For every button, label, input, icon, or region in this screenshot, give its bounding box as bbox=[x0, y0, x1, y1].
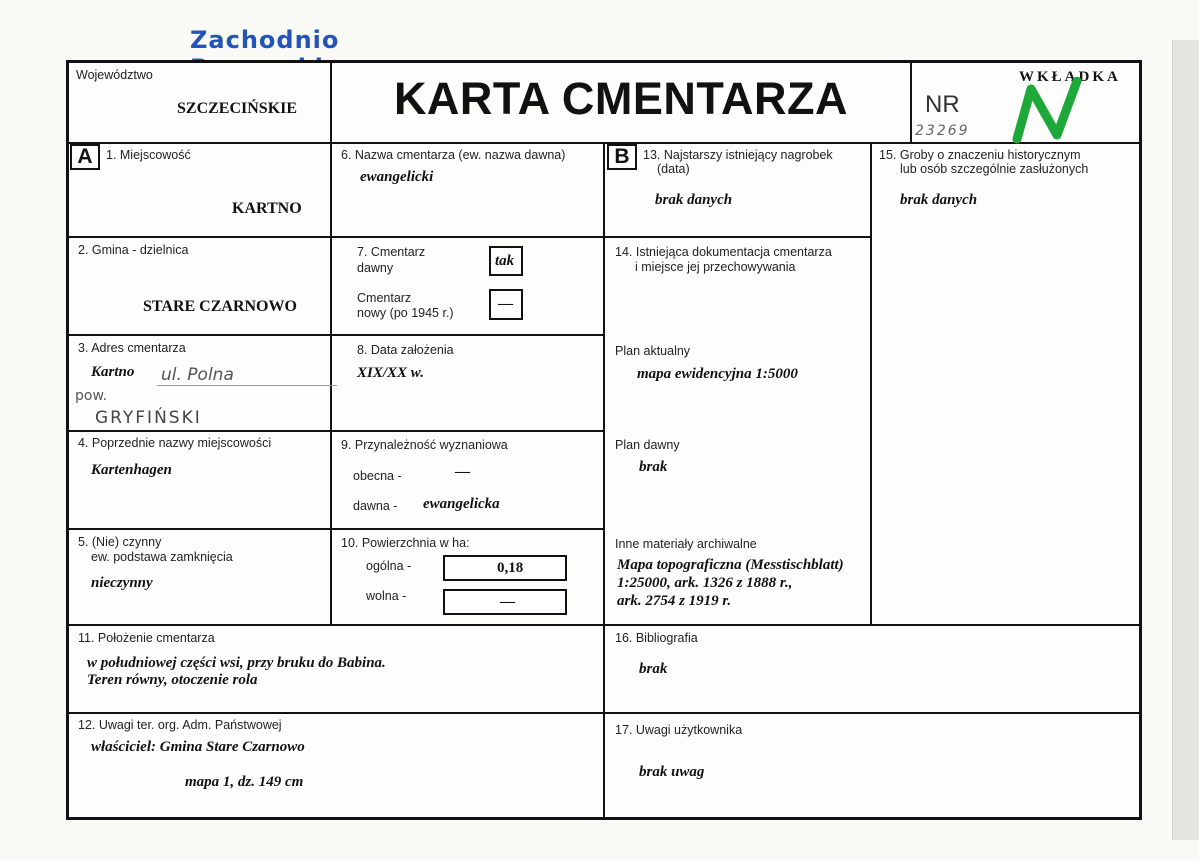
field-3-label: 3. Adres cmentarza bbox=[78, 341, 186, 355]
field-9-former-label: dawna - bbox=[353, 499, 398, 513]
field-3-handwritten-street: ul. Polna bbox=[161, 365, 234, 385]
field-4-label: 4. Poprzednie nazwy miejscowości bbox=[78, 436, 272, 450]
stamp-line-1: Zachodnio bbox=[190, 26, 340, 54]
cemetery-card bbox=[66, 60, 1142, 820]
field-1-label: 1. Miejscowość bbox=[106, 148, 191, 162]
field-13-label-1: 13. Najstarszy istniejący nagrobek bbox=[643, 148, 833, 162]
field-7-label-b1: Cmentarz bbox=[357, 291, 412, 305]
field-12-value-2: mapa 1, dz. 149 cm bbox=[185, 774, 304, 790]
field-2-label: 2. Gmina - dzielnica bbox=[78, 243, 189, 257]
field-14-label-2: i miejsce jej przechowywania bbox=[635, 260, 796, 274]
field-5-value: nieczynny bbox=[91, 575, 153, 591]
field-7-label-a2: dawny bbox=[357, 261, 394, 275]
field-10-free-label: wolna - bbox=[366, 589, 407, 603]
field-5-label-1: 5. (Nie) czynny bbox=[78, 535, 162, 549]
row-sep-5 bbox=[69, 624, 1139, 626]
row-sep-6 bbox=[69, 712, 1139, 714]
field-7-value-new: — bbox=[498, 296, 513, 312]
field-14-old-plan-label: Plan dawny bbox=[615, 438, 680, 452]
card-title: KARTA CMENTARZA bbox=[393, 73, 849, 124]
field-14-other-value-2: 1:25000, ark. 1326 z 1888 r., bbox=[617, 575, 793, 591]
row-sep-b bbox=[603, 236, 872, 238]
field-13-value: brak danych bbox=[655, 192, 733, 208]
field-10-free-box[interactable] bbox=[443, 589, 567, 615]
field-15-value: brak danych bbox=[900, 192, 978, 208]
field-14-other-value-1: Mapa topograficzna (Messtischblatt) bbox=[617, 557, 844, 573]
field-9-current-value: — bbox=[455, 464, 470, 480]
field-7-label-a1: 7. Cmentarz bbox=[357, 245, 426, 259]
field-13-label-2: (data) bbox=[657, 162, 690, 176]
field-7-label-b2: nowy (po 1945 r.) bbox=[357, 306, 454, 320]
field-3-value: Kartno bbox=[91, 364, 135, 380]
field-6-label: 6. Nazwa cmentarza (ew. nazwa dawna) bbox=[341, 148, 566, 162]
field-14-current-plan-value: mapa ewidencyjna 1:5000 bbox=[637, 366, 798, 382]
field-7-value-old: tak bbox=[495, 253, 515, 269]
field-11-value-2: Teren równy, otoczenie rola bbox=[87, 672, 258, 688]
col-sep-2 bbox=[603, 142, 605, 820]
field-10-total-box[interactable] bbox=[443, 555, 567, 581]
field-4-value: Kartenhagen bbox=[91, 462, 172, 478]
green-checkmark bbox=[1009, 77, 1099, 147]
col-sep-1 bbox=[330, 142, 332, 626]
field-6-value: ewangelicki bbox=[360, 169, 434, 185]
header-sep-2 bbox=[910, 63, 912, 144]
nr-handwritten: 23269 bbox=[915, 123, 970, 139]
field-17-label: 17. Uwagi użytkownika bbox=[615, 723, 743, 737]
field-15-label-2: lub osób szczególnie zasłużonych bbox=[900, 162, 1089, 176]
field-8-label: 8. Data założenia bbox=[357, 343, 454, 357]
field-16-value: brak bbox=[639, 661, 668, 677]
field-10-total-label: ogólna - bbox=[366, 559, 412, 573]
field-9-current-label: obecna - bbox=[353, 469, 402, 483]
voivodeship-value: SZCZECIŃSKIE bbox=[177, 100, 298, 117]
page-edge bbox=[1172, 40, 1199, 840]
field-3-handwritten-pow: pow. bbox=[75, 388, 108, 404]
insert-label: WKŁADKA bbox=[1019, 69, 1121, 85]
row-sep-4 bbox=[69, 528, 605, 530]
field-12-label: 12. Uwagi ter. org. Adm. Państwowej bbox=[78, 718, 282, 732]
field-9-label: 9. Przynależność wyznaniowa bbox=[341, 438, 508, 452]
row-sep-1 bbox=[69, 236, 605, 238]
nr-label: NR bbox=[925, 91, 960, 118]
row-sep-3 bbox=[69, 430, 605, 432]
voivodeship-label: Województwo bbox=[76, 68, 153, 82]
field-10-total-value: 0,18 bbox=[497, 560, 524, 576]
section-a-marker: A bbox=[70, 144, 100, 170]
field-17-value: brak uwag bbox=[639, 764, 705, 780]
field-1-value: KARTNO bbox=[232, 200, 302, 217]
row-sep-2 bbox=[69, 334, 605, 336]
field-14-current-plan-label: Plan aktualny bbox=[615, 344, 691, 358]
col-sep-3 bbox=[870, 142, 872, 626]
field-12-value-1: właściciel: Gmina Stare Czarnowo bbox=[91, 739, 305, 755]
field-9-former-value: ewangelicka bbox=[423, 496, 500, 512]
field-5-label-2: ew. podstawa zamknięcia bbox=[91, 550, 233, 564]
field-2-value: STARE CZARNOWO bbox=[143, 298, 297, 315]
field-3-underline bbox=[157, 385, 337, 386]
field-8-value: XIX/XX w. bbox=[357, 365, 424, 381]
field-7-box-new[interactable] bbox=[489, 289, 523, 320]
field-3-handwritten-district: GRYFIŃSKI bbox=[95, 408, 202, 428]
field-10-label: 10. Powierzchnia w ha: bbox=[341, 536, 470, 550]
section-b-marker: B bbox=[607, 144, 637, 170]
field-7-box-old[interactable] bbox=[489, 246, 523, 276]
field-15-label-1: 15. Groby o znaczeniu historycznym bbox=[879, 148, 1081, 162]
field-14-other-label: Inne materiały archiwalne bbox=[615, 537, 757, 551]
field-14-other-value-3: ark. 2754 z 1919 r. bbox=[617, 593, 732, 609]
field-16-label: 16. Bibliografia bbox=[615, 631, 698, 645]
field-14-old-plan-value: brak bbox=[639, 459, 668, 475]
field-11-label: 11. Położenie cmentarza bbox=[78, 631, 215, 645]
field-11-value-1: w południowej części wsi, przy bruku do Babina. bbox=[87, 655, 386, 671]
field-10-free-value: — bbox=[500, 594, 515, 610]
field-14-label-1: 14. Istniejąca dokumentacja cmentarza bbox=[615, 245, 832, 259]
